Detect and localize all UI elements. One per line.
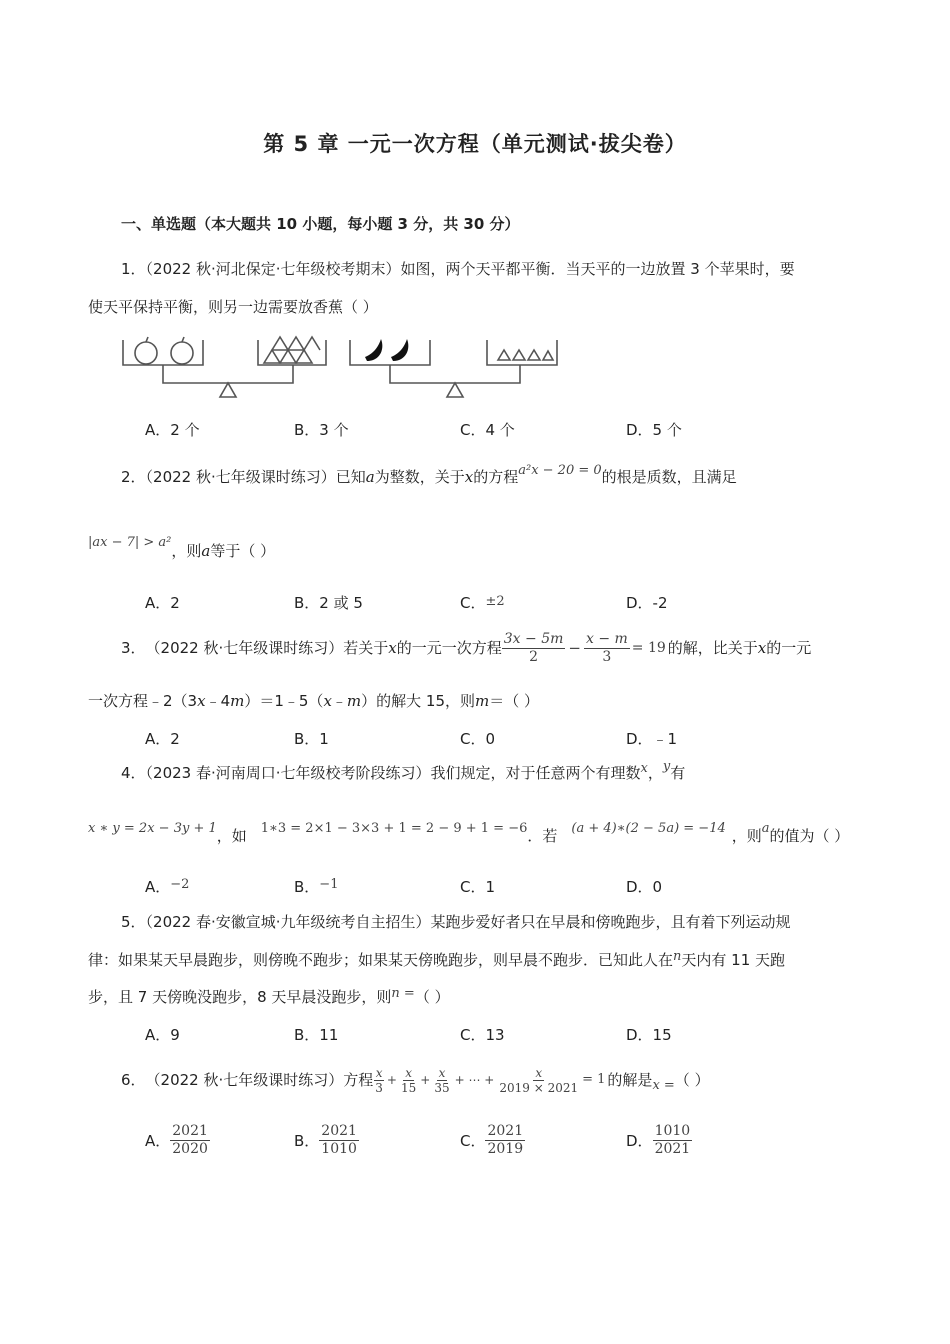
question-2-source: （2022 秋·七年级课时练习） bbox=[145, 468, 336, 486]
fraction-denominator: 2019 × 2021 bbox=[499, 1080, 579, 1095]
ellipsis-sum: + ⋯ + bbox=[454, 1073, 495, 1087]
option-math: −2 bbox=[170, 877, 190, 892]
question-6-option-c[interactable] bbox=[460, 1118, 525, 1162]
question-2-text: 为整数，关于 bbox=[374, 468, 465, 486]
question-5-text: 律：如果某天早晨跑步，则傍晚不跑步；如果某天傍晚跑步，则早晨不跑步．已知此人在 bbox=[88, 951, 674, 969]
fraction bbox=[653, 1123, 693, 1158]
question-4-option-d[interactable]: D．0 bbox=[626, 878, 663, 896]
question-3-option-b[interactable]: B．1 bbox=[294, 730, 329, 748]
fraction-numerator: x bbox=[375, 1065, 383, 1080]
question-3-text: 的一元 bbox=[766, 639, 812, 657]
fraction-numerator: 3x − 5m bbox=[503, 630, 564, 647]
question-6-text: （ ） bbox=[674, 1071, 710, 1089]
solution-variable: x = bbox=[652, 1078, 675, 1093]
question-2-option-a[interactable]: A．2 bbox=[145, 594, 180, 612]
fraction bbox=[399, 1066, 418, 1095]
question-6-text: 的解是 bbox=[607, 1071, 653, 1089]
fraction bbox=[584, 631, 630, 666]
question-3-option-a[interactable]: A．2 bbox=[145, 730, 180, 748]
option-label: C． bbox=[460, 1131, 486, 1150]
fraction-denominator: 3 bbox=[375, 1080, 383, 1095]
fraction-denominator: 2021 bbox=[654, 1140, 691, 1157]
question-4-text: 我们规定，对于任意两个有理数 bbox=[430, 764, 641, 782]
question-5-line-1 bbox=[121, 912, 791, 932]
question-1-option-b[interactable]: B．3 个 bbox=[294, 421, 349, 439]
question-4-text: ，则 bbox=[731, 827, 762, 845]
question-2-text: 等于（ ） bbox=[210, 542, 276, 560]
fraction-denominator: 2020 bbox=[172, 1140, 208, 1157]
question-4-text: ．若 bbox=[527, 827, 558, 845]
question-5-option-d[interactable]: D．15 bbox=[626, 1026, 672, 1044]
variable-x: x bbox=[464, 468, 474, 486]
variable-x: x bbox=[640, 761, 648, 776]
triangle-icon bbox=[498, 350, 553, 360]
question-5-text: （ ） bbox=[414, 988, 450, 1006]
fraction-numerator: 2021 bbox=[172, 1122, 208, 1139]
fraction-numerator: 2021 bbox=[321, 1122, 357, 1139]
option-label: A． bbox=[145, 878, 171, 896]
question-5-text: 天内有 11 天跑 bbox=[681, 951, 786, 969]
question-1-number: 1． bbox=[121, 260, 146, 278]
question-1-text: 如图，两个天平都平衡．当天平的一边放置 3 个苹果时，要 bbox=[400, 260, 795, 278]
question-6-source: （2022 秋·七年级课时练习） bbox=[145, 1071, 344, 1089]
question-3-text: ）的解大 15，则 bbox=[361, 692, 476, 710]
question-2-text: 已知 bbox=[335, 468, 366, 486]
question-2-equation: a²x − 20 = 0 bbox=[518, 463, 602, 478]
question-2-line-2 bbox=[88, 535, 276, 563]
question-3-option-c[interactable]: C．0 bbox=[460, 730, 496, 748]
option-label: A． bbox=[145, 1131, 171, 1150]
minus-sign: − bbox=[568, 639, 581, 657]
question-4-option-c[interactable]: C．1 bbox=[460, 878, 496, 896]
variable-x: x bbox=[197, 692, 206, 710]
variable-n: n bbox=[673, 949, 682, 964]
question-2-text: ，则 bbox=[171, 542, 202, 560]
question-1-option-c[interactable]: C．4 个 bbox=[460, 421, 515, 439]
option-math: ±2 bbox=[485, 594, 505, 609]
question-2-option-d[interactable]: D．-2 bbox=[626, 594, 668, 612]
apple-icon bbox=[135, 337, 157, 364]
operation-example: 1∗3 = 2×1 − 3×3 + 1 = 2 − 9 + 1 = −6 bbox=[260, 821, 528, 836]
question-3-line-2 bbox=[88, 691, 539, 711]
question-3-text: 若关于 bbox=[343, 639, 389, 657]
question-2-line-1 bbox=[121, 463, 737, 489]
fraction-numerator: x bbox=[535, 1065, 543, 1080]
plus-sign: + bbox=[386, 1073, 397, 1087]
question-5-option-c[interactable]: C．13 bbox=[460, 1026, 505, 1044]
question-4-text: 有 bbox=[670, 764, 686, 782]
question-6-option-b[interactable] bbox=[294, 1118, 359, 1162]
variable-x: x bbox=[388, 639, 397, 657]
question-5-option-a[interactable]: A．9 bbox=[145, 1026, 180, 1044]
fraction bbox=[373, 1066, 385, 1095]
variable-m: m bbox=[475, 692, 490, 710]
variable-a: a bbox=[365, 468, 375, 486]
question-4-text: ，如 bbox=[216, 827, 247, 845]
fraction-numerator: 1010 bbox=[654, 1122, 691, 1139]
question-1-source: （2022 秋·河北保定·七年级校考期末） bbox=[145, 260, 401, 278]
question-3-number: 3． bbox=[121, 639, 146, 657]
question-1-option-a[interactable]: A．2 个 bbox=[145, 421, 200, 439]
variable-x: x bbox=[757, 639, 767, 657]
option-label: D． bbox=[626, 1131, 653, 1150]
variable-x: x bbox=[323, 692, 332, 710]
fraction-numerator: x bbox=[438, 1065, 446, 1080]
fraction-numerator: 2021 bbox=[487, 1122, 524, 1139]
question-5-line-3 bbox=[88, 987, 450, 1009]
option-math: −1 bbox=[319, 877, 339, 892]
fraction-denominator: 3 bbox=[602, 648, 612, 665]
banana-icon bbox=[365, 339, 408, 361]
question-5-text: 某跑步爱好者只在早晨和傍晚跑步，且有着下列运动规 bbox=[430, 913, 791, 931]
question-3-text: 的一元一次方程 bbox=[396, 639, 502, 657]
question-1-line-1 bbox=[121, 259, 795, 279]
plus-sign: + bbox=[420, 1073, 431, 1087]
fraction bbox=[497, 1066, 580, 1095]
question-3-option-d[interactable]: D．﹣1 bbox=[626, 730, 678, 748]
question-2-option-b[interactable]: B．2 或 5 bbox=[294, 594, 363, 612]
question-6-text: 方程 bbox=[343, 1071, 374, 1089]
fraction bbox=[319, 1123, 359, 1158]
question-5-number: 5． bbox=[121, 913, 146, 931]
question-5-text: 步，且 7 天傍晚没跑步，8 天早晨没跑步，则 bbox=[88, 988, 392, 1006]
question-2-condition: |ax − 7| > a² bbox=[88, 535, 172, 550]
question-5-equation: n = bbox=[391, 986, 415, 1001]
question-6-option-a[interactable] bbox=[145, 1118, 210, 1162]
option-label: B． bbox=[294, 1131, 320, 1150]
question-4-line-1 bbox=[121, 759, 686, 785]
apple-icon bbox=[171, 337, 193, 364]
question-1-line-2: 使天平保持平衡，则另一边需要放香蕉（ ） bbox=[88, 298, 378, 316]
fraction-numerator: x − m bbox=[585, 630, 628, 647]
variable-m: m bbox=[346, 692, 362, 710]
balance-scales-figure bbox=[118, 335, 568, 400]
question-3-text: ）＝1﹣5（ bbox=[244, 692, 324, 710]
question-5-source: （2022 春·安徽宣城·九年级统考自主招生） bbox=[145, 913, 431, 931]
fraction-denominator: 15 bbox=[400, 1080, 417, 1095]
variable-a: a bbox=[201, 542, 211, 560]
question-4-option-b[interactable] bbox=[294, 876, 338, 897]
question-3-text: 的解，比关于 bbox=[667, 639, 758, 657]
option-label: C． bbox=[460, 594, 486, 612]
equation-tail: = 1 bbox=[582, 1072, 606, 1087]
question-4-line-2 bbox=[88, 821, 850, 848]
balance-scale-left bbox=[123, 337, 326, 397]
question-6-number: 6． bbox=[121, 1071, 146, 1089]
equation-tail: = 19 bbox=[631, 640, 666, 656]
question-3-text: ＝（ ） bbox=[489, 692, 540, 710]
section-heading: 一、单选题（本大题共 10 小题，每小题 3 分，共 30 分） bbox=[121, 215, 520, 233]
question-4-option-a[interactable] bbox=[145, 876, 189, 897]
question-4-condition: (a + 4)∗(2 − 5a) = −14 bbox=[571, 821, 726, 836]
question-6-option-d[interactable] bbox=[626, 1118, 692, 1162]
fraction bbox=[502, 631, 566, 666]
question-2-text: 的方程 bbox=[473, 468, 519, 486]
page-title: 第 5 章 一元一次方程（单元测试·拔尖卷） bbox=[263, 132, 687, 156]
question-4-text: ， bbox=[647, 764, 663, 782]
question-5-line-2 bbox=[88, 950, 785, 972]
question-4-number: 4． bbox=[121, 764, 146, 782]
question-3-line-1 bbox=[121, 628, 811, 668]
question-4-text: 的值为（ ） bbox=[769, 827, 850, 845]
question-2-text: 的根是质数，且满足 bbox=[601, 468, 737, 486]
fraction bbox=[485, 1123, 525, 1158]
question-4-source: （2023 春·河南周口·七年级校考阶段练习） bbox=[145, 764, 431, 782]
question-2-number: 2． bbox=[121, 468, 146, 486]
variable-a: a bbox=[761, 821, 770, 836]
fraction-denominator: 2 bbox=[529, 648, 539, 665]
operation-definition: x ∗ y = 2x − 3y + 1 bbox=[88, 821, 217, 836]
triangle-icon bbox=[264, 337, 320, 363]
fraction-numerator: x bbox=[405, 1065, 413, 1080]
question-6-line-1 bbox=[121, 1060, 710, 1100]
question-3-text: ﹣4 bbox=[205, 692, 231, 710]
variable-y: y bbox=[662, 759, 671, 774]
question-1-option-d[interactable]: D．5 个 bbox=[626, 421, 682, 439]
question-5-option-b[interactable]: B．11 bbox=[294, 1026, 339, 1044]
question-3-text: ﹣ bbox=[331, 692, 347, 710]
question-3-text: 一次方程﹣2（3 bbox=[88, 692, 198, 710]
fraction bbox=[170, 1123, 210, 1158]
question-3-source: （2022 秋·七年级课时练习） bbox=[145, 639, 344, 657]
fraction bbox=[432, 1066, 451, 1095]
fraction-denominator: 1010 bbox=[321, 1140, 357, 1157]
question-2-option-c[interactable] bbox=[460, 592, 505, 613]
option-label: B． bbox=[294, 878, 320, 896]
fraction-denominator: 2019 bbox=[487, 1140, 524, 1157]
fraction-denominator: 35 bbox=[434, 1080, 450, 1095]
variable-m: m bbox=[230, 692, 245, 710]
